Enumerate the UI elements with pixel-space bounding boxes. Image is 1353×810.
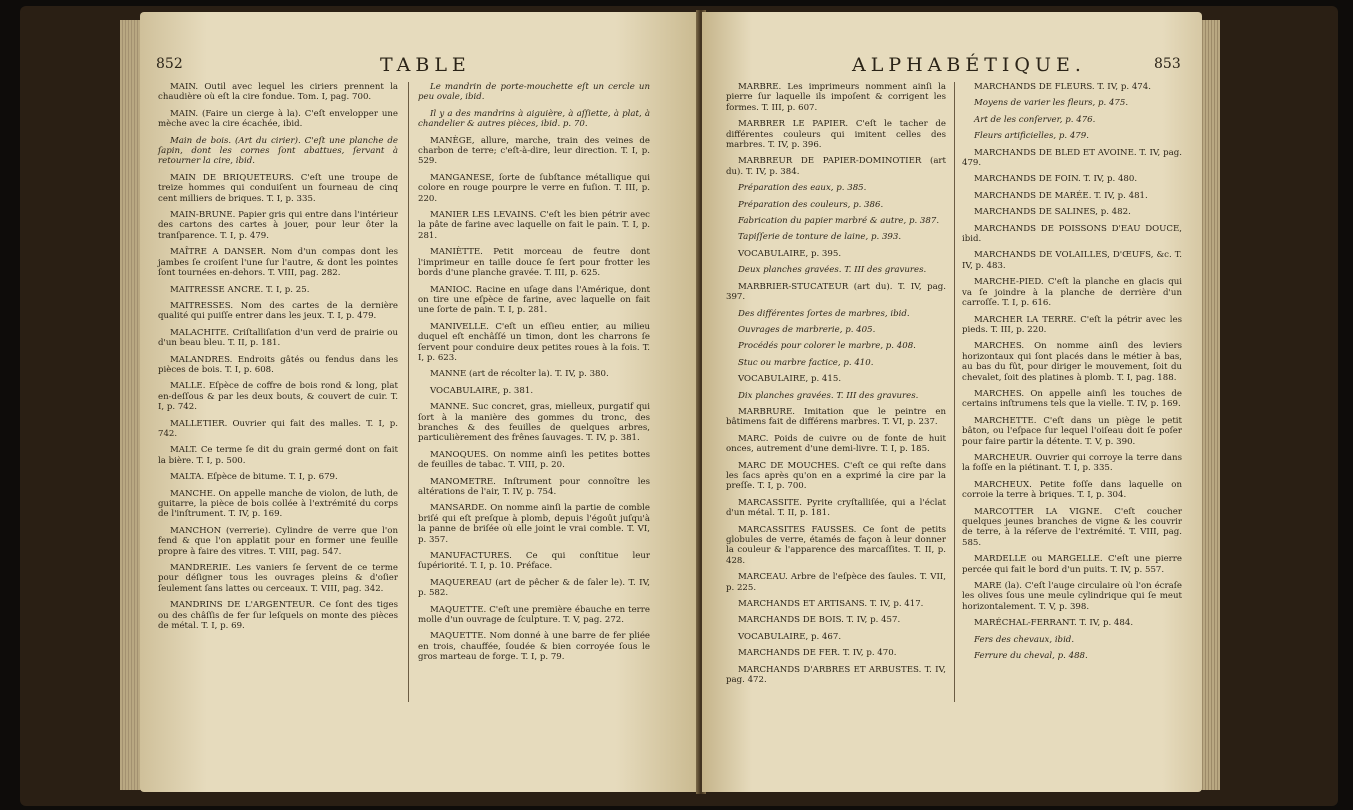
index-entry: MARC. Poids de cuivre ou de fonte de huit onces, autrement d'une demi-livre. T. I, p. 185. (726, 433, 946, 455)
index-entry: Dix planches gravées. T. III des gravures. (738, 390, 919, 401)
index-entry: MAIN. (Faire un cierge à la). C'eſt envelopper une mèche avec la cire écachée, ibid. (158, 108, 398, 130)
index-entry: MALTA. Eſpèce de bitume. T. I, p. 679. (170, 472, 338, 483)
index-entry: MARBRURE. Imitation que le peintre en bâtimens fait de différens marbres. T. VI, p. 237. (726, 406, 946, 428)
index-entry: MARCHANDS DE BOIS. T. IV, p. 457. (738, 615, 901, 626)
index-entry: MALACHITE. Criſtalliſation d'un verd de prairie ou d'un beau bleu. T. II, p. 181. (158, 327, 398, 349)
index-column-2 (418, 82, 650, 669)
index-entry: MALLETIER. Ouvrier qui fait des malles. T. I, p. 742. (158, 418, 398, 439)
right-page (702, 12, 1202, 792)
index-entry: Tapiſſerie de tonture de laine, p. 393. (738, 232, 902, 243)
index-entry: MANCHON (verrerie). Cylindre de verre que l'on fend & que l'on applatit pour en former une feuille propre à faire des vitres. T. VIII, pag. 547. (158, 525, 398, 557)
index-entry: MAIN-BRUNE. Papier gris qui entre dans l'intérieur des cartons des cartes à jouer, pour leur ôter la tranſparence. T. I, p. 479. (158, 210, 398, 241)
column-rule (408, 82, 409, 702)
index-entry: MANDRERIE. Les vaniers ſe ſervent de ce terme pour déſigner tous les ouvrages pleins & d'oſier ſeulement ſans lattes ou cerceaux. T. VIII, pag. 342. (158, 563, 398, 594)
running-head: TABLE (380, 54, 471, 76)
index-entry: MAIN. Outil avec lequel les ciriers prennent la chaudière où eſt la cire fondue. Tom. I, pag. 700. (158, 82, 398, 103)
index-entry: MANNE (art de récolter la). T. IV, p. 380. (430, 369, 609, 380)
index-entry: Des différentes ſortes de marbres, ibid. (738, 308, 910, 319)
index-entry: MANIER LES LEVAINS. C'eſt les bien pétrir avec la pâte de farine avec laquelle on fait le pain. T. I, p. 281. (418, 210, 650, 241)
index-entry: MANOQUES. On nomme ainſi les petites bottes de feuilles de tabac. T. VIII, p. 20. (418, 449, 650, 471)
index-entry: Deux planches gravées. T. III des gravures. (738, 265, 927, 276)
index-entry: MARCHE-PIED. C'eſt la planche en glacis qui va ſe joindre à la planche de derrière d'un carroſſe. T. I, p. 616. (962, 277, 1182, 309)
running-head: ALPHABÉTIQUE. (852, 54, 1086, 76)
index-entry: Fabrication du papier marbré & autre, p. 387. (738, 216, 940, 227)
index-entry: Il y a des mandrins à aiguière, à aſſiette, à plat, à chandelier & autres pièces, ibid. p. 70. (418, 108, 650, 130)
index-entry: MARÉCHAL-FERRANT. T. IV, p. 484. (974, 618, 1134, 629)
index-entry: MANSARDE. On nomme ainſi la partie de comble briſé qui eſt preſque à plomb, depuis l'égoût juſqu'à la panne de briſée où elle joint le vrai comble. T. VI, p. 357. (418, 503, 650, 545)
index-entry: MARCHETTE. C'eſt dans un piège le petit bâton, ou l'eſpace ſur lequel l'oiſeau doit ſe poſer pour faire partir la détente. T. V, p. 390. (962, 415, 1182, 447)
index-entry: MANIVELLE. C'eſt un eſſieu entier, au milieu duquel eſt enchâſſé un timon, dont les charrons ſe ſervent pour conduire deux petites roues à la fois. T. I, p. 623. (418, 321, 650, 363)
index-entry: VOCABULAIRE, p. 415. (738, 374, 842, 385)
index-entry: MANNE. Suc concret, gras, mielleux, purgatif qui ſort à la manière des gommes du tronc, des branches & des feuilles de quelques arbres, particulièrement des frênes ſauvages. T. IV, p. 381. (418, 402, 650, 444)
page-edges-right (1200, 20, 1220, 790)
page-number: 852 (156, 56, 183, 72)
index-entry: MARDELLE ou MARGELLE. C'eſt une pierre percée qui fait le bord d'un puits. T. IV, p. 557. (962, 554, 1182, 575)
index-entry: MARC DE MOUCHES. C'eſt ce qui reſte dans les ſacs après qu'on en a exprimé la cire par la preſſe. T. I, p. 700. (726, 460, 946, 492)
index-entry: MARCHANDS DE FER. T. IV, p. 470. (738, 648, 897, 659)
index-entry: MARCHANDS DE POISSONS D'EAU DOUCE, ibid. (962, 223, 1182, 245)
index-entry: MARE (la). C'eſt l'auge circulaire où l'on écraſe les olives ſous une meule cylindrique qui ſe meut horizontalement. T. V, p. 398. (962, 581, 1182, 612)
index-entry: MANÈGE, allure, marche, train des veines de charbon de terre; c'eſt-à-dire, leur direction. T. I, p. 529. (418, 135, 650, 167)
index-entry: MALT. Ce terme ſe dit du grain germé dont on fait la bière. T. I, p. 500. (158, 445, 398, 466)
index-entry: MARCHANDS DE FLEURS. T. IV, p. 474. (974, 82, 1151, 92)
index-column-1 (158, 82, 398, 637)
index-entry: Le mandrin de porte-mouchette eſt un cercle un peu ovale, ibid. (418, 82, 650, 103)
index-entry: Fers des chevaux, ibid. (974, 634, 1075, 645)
index-entry: MARCHANDS ET ARTISANS. T. IV, p. 417. (738, 599, 924, 610)
index-entry: MARBRER LE PAPIER. C'eſt le tacher de différentes couleurs qui imitent celles des marbres. T. IV, p. 396. (726, 119, 946, 151)
index-entry: MARCHES. On appelle ainſi les touches de certains inſtrumens tels que la vielle. T. IV, p. 169. (962, 388, 1182, 410)
index-entry: MANOMETRE. Inſtrument pour connoître les altérations de l'air, T. IV, p. 754. (418, 476, 650, 497)
column-rule (954, 82, 955, 702)
index-entry: MARCOTTER LA VIGNE. C'eſt coucher quelques jeunes branches de vigne & les couvrir de terre, à la réſerve de l'extrémité. T. VIII, pag. 585. (962, 506, 1182, 548)
index-entry: MARCHANDS DE BLED ET AVOINE. T. IV, pag. 479. (962, 147, 1182, 169)
index-entry: MANGANESE, ſorte de ſubſtance métallique qui colore en rouge pourpre le verre en fuſion. T. III, p. 220. (418, 172, 650, 204)
index-entry: Préparation des couleurs, p. 386. (738, 199, 884, 210)
index-entry: MARCHER LA TERRE. C'eſt la pétrir avec les pieds. T. III, p. 220. (962, 314, 1182, 335)
index-entry: Art de les conſerver, p. 476. (974, 114, 1096, 125)
index-entry: MANCHE. On appelle manche de violon, de luth, de guitarre, la pièce de bois collée à l'extrémité du corps de l'inſtrument. T. IV, p. 169. (158, 488, 398, 520)
index-entry: Moyens de varier les fleurs, p. 475. (974, 98, 1129, 109)
index-entry: VOCABULAIRE, p. 467. (738, 631, 842, 642)
index-entry: MARBREUR DE PAPIER-DOMINOTIER (art du). T. IV, p. 384. (726, 156, 946, 177)
page-edges-left (120, 20, 142, 790)
index-entry: MAITRESSE ANCRE. T. I, p. 25. (170, 284, 310, 295)
index-entry: MAQUETTE. C'eſt une première ébauche en terre molle d'un ouvrage de ſculpture. T. V, pag. 272. (418, 604, 650, 626)
index-entry: Préparation des eaux, p. 385. (738, 183, 867, 194)
index-entry: MARCHEUR. Ouvrier qui corroye la terre dans la foſſe en la piétinant. T. I, p. 335. (962, 452, 1182, 474)
index-column-1 (726, 82, 946, 691)
index-entry: MARCASSITES FAUSSES. Ce ſont de petits globules de verre, étamés de façon à leur donner la couleur & l'apparence des marcaſſites. T. II, p. 428. (726, 524, 946, 566)
index-entry: VOCABULAIRE, p. 381. (430, 385, 534, 396)
page-number: 853 (1154, 56, 1181, 72)
index-entry: MARCHES. On nomme ainſi des leviers horizontaux qui ſont placés dans le métier à bas, au bas du fût, pour diriger le mouvement, ſoit du chevalet, ſoit des platines à plomb. T. I, pag. 188. (962, 341, 1182, 383)
index-entry: MALLE. Eſpèce de coffre de bois rond & long, plat en-deſſous & par les deux bouts, & couvert de cuir. T. I, p. 742. (158, 381, 398, 413)
index-entry: MAQUETTE. Nom donné à une barre de fer pliée en trois, chauffée, ſoudée & bien corroyée ſous le gros marteau de forge. T. I, p. 79. (418, 631, 650, 663)
index-entry: MANIOC. Racine en uſage dans l'Amérique, dont on tire une eſpèce de farine, avec laquelle on fait une ſorte de pain. T. I, p. 281. (418, 284, 650, 316)
index-entry: VOCABULAIRE, p. 395. (738, 248, 842, 259)
index-entry: MARCEAU. Arbre de l'eſpèce des ſaules. T. VII, p. 225. (726, 572, 946, 593)
index-entry: MAITRESSES. Nom des cartes de la dernière qualité qui puiſſe entrer dans les jeux. T. I, p. 479. (158, 300, 398, 322)
index-entry: MANUFACTURES. Ce qui conſtitue leur ſupériorité. T. I, p. 10. Préface. (418, 551, 650, 572)
index-entry: Stuc ou marbre factice, p. 410. (738, 357, 874, 368)
index-entry: MARCHANDS DE FOIN. T. IV, p. 480. (974, 174, 1138, 185)
index-entry: Ferrure du cheval, p. 488. (974, 651, 1088, 662)
index-entry: Procédés pour colorer le marbre, p. 408. (738, 341, 916, 352)
index-entry: MARBRIER-STUCATEUR (art du). T. IV, pag. 397. (726, 281, 946, 303)
index-entry: MARCHANDS DE MARÉE. T. IV, p. 481. (974, 190, 1148, 201)
index-entry: Ouvrages de marbrerie, p. 405. (738, 324, 876, 335)
index-entry: Fleurs artificielles, p. 479. (974, 131, 1089, 142)
index-entry: MARCHANDS D'ARBRES ET ARBUSTES. T. IV, pag. 472. (726, 664, 946, 686)
index-entry: MAQUEREAU (art de pêcher & de ſaler le). T. IV, p. 582. (418, 577, 650, 599)
left-page (140, 12, 700, 792)
index-entry: MARCHANDS DE SALINES, p. 482. (974, 207, 1131, 218)
index-entry: Main de bois. (Art du cirier). C'eſt une planche de ſapin, dont les cornes ſont abattues, ſervant à retourner la cire, ibid. (158, 135, 398, 167)
index-entry: MARCHANDS DE VOLAILLES, D'ŒUFS, &c. T. IV, p. 483. (962, 250, 1182, 271)
index-entry: MALANDRES. Endroits gâtés ou fendus dans les pièces de bois. T. I, p. 608. (158, 354, 398, 375)
index-entry: MARCHEUX. Petite foſſe dans laquelle on corroie la terre à briques. T. I, p. 304. (962, 479, 1182, 501)
index-entry: MANDRINS DE L'ARGENTEUR. Ce ſont des tiges ou des châſſis de fer ſur leſquels on monte des pièces de métal. T. I, p. 69. (158, 600, 398, 632)
index-entry: MAIN DE BRIQUETEURS. C'eſt une troupe de treize hommes qui conduiſent un fourneau de cinq cent milliers de briques. T. I, p. 335. (158, 172, 398, 204)
index-entry: MARBRE. Les imprimeurs nomment ainſi la pierre ſur laquelle ils impoſent & corrigent les formes. T. III, p. 607. (726, 82, 946, 113)
index-column-2 (962, 82, 1182, 667)
index-entry: MAÎTRE A DANSER. Nom d'un compas dont les jambes ſe croiſent l'une ſur l'autre, & dont les pointes ſont tournées en-dehors. T. VIII, pag. 282. (158, 247, 398, 279)
index-entry: MARCASSITE. Pyrite cryſtalliſée, qui a l'éclat d'un métal. T. II, p. 181. (726, 497, 946, 519)
index-entry: MANIÈTTE. Petit morceau de feutre dont l'imprimeur en taille douce ſe ſert pour frotter les bords d'une planche gravée. T. III, p. 625. (418, 247, 650, 279)
